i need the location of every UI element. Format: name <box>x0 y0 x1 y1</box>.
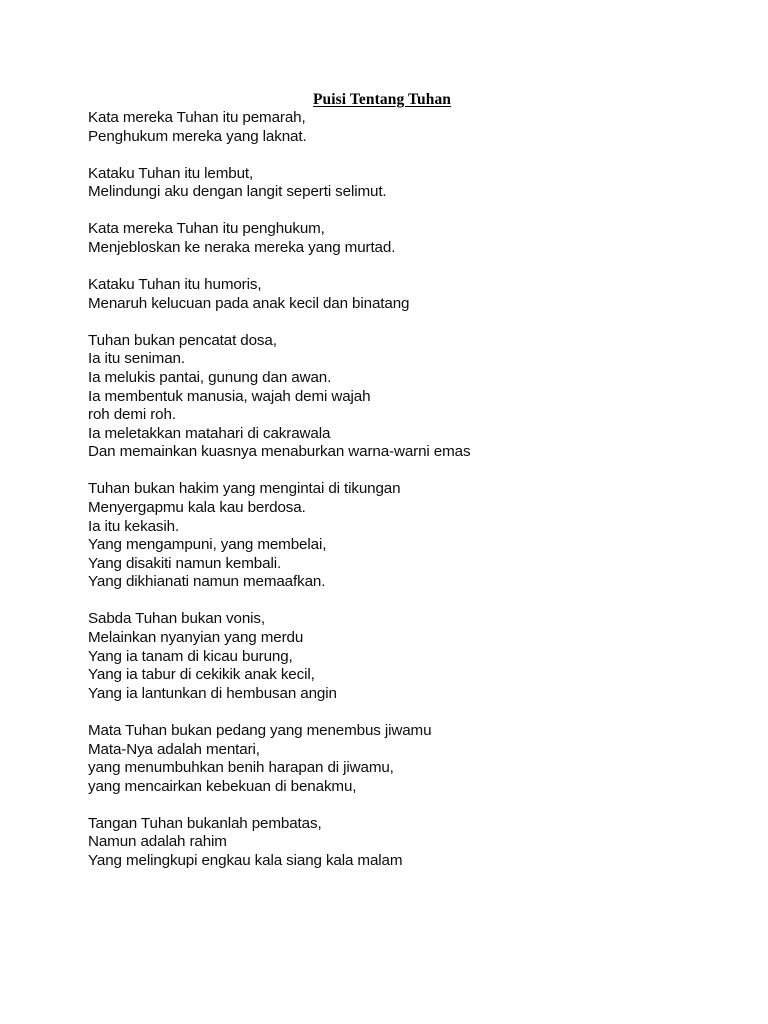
poem-line: Mata Tuhan bukan pedang yang menembus jiwamu <box>88 721 432 739</box>
poem-line: Tuhan bukan hakim yang mengintai di tikungan <box>88 480 401 498</box>
poem-line: Ia itu kekasih. <box>88 517 180 535</box>
poem-line: Yang mengampuni, yang membelai, <box>88 536 327 554</box>
poem-line: Tangan Tuhan bukanlah pembatas, <box>88 814 322 832</box>
poem-line: Yang ia lantunkan di hembusan angin <box>88 684 337 702</box>
poem-line: Kataku Tuhan itu lembut, <box>88 164 254 182</box>
poem-line: Mata-Nya adalah mentari, <box>88 740 260 758</box>
poem-line: Yang disakiti namun kembali. <box>88 554 282 572</box>
poem-line: Yang melingkupi engkau kala siang kala malam <box>88 852 403 869</box>
poem-line: Yang ia tabur di cekikik anak kecil, <box>88 666 315 684</box>
poem-line: Kata mereka Tuhan itu pemarah, <box>88 109 306 126</box>
poem-stanza <box>88 109 688 146</box>
poem-line: Kataku Tuhan itu humoris, <box>88 276 262 294</box>
poem-line: yang menumbuhkan benih harapan di jiwamu, <box>88 759 394 777</box>
poem-line: Ia meletakkan matahari di cakrawala <box>88 424 331 442</box>
poem-line: Ia membentuk manusia, wajah demi wajah <box>88 387 371 405</box>
poem-line: Yang ia tanam di kicau burung, <box>88 647 293 665</box>
poem-line: Menaruh kelucuan pada anak kecil dan binatang <box>88 294 410 312</box>
poem-line: Melainkan nyanyian yang merdu <box>88 629 304 647</box>
page-title: Puisi Tentang Tuhan <box>312 91 452 108</box>
stanza-container <box>88 109 688 871</box>
poem-stanza <box>88 276 688 313</box>
poem-line: yang mencairkan kebekuan di benakmu, <box>88 777 357 795</box>
poem-line: Penghukum mereka yang laknat. <box>88 127 307 145</box>
poem-stanza <box>88 722 688 796</box>
poem-stanza <box>88 610 688 703</box>
poem-line: Menjebloskan ke neraka mereka yang murtad. <box>88 238 396 256</box>
poem-line: roh demi roh. <box>88 406 176 424</box>
poem-line: Melindungi aku dengan langit seperti selimut. <box>88 183 387 201</box>
poem-line: Menyergapmu kala kau berdosa. <box>88 499 306 516</box>
poem-line: Sabda Tuhan bukan vonis, <box>88 610 265 628</box>
poem-line: Kata mereka Tuhan itu penghukum, <box>88 220 325 238</box>
poem-line: Ia melukis pantai, gunung dan awan. <box>88 368 332 386</box>
poem-line: Yang dikhianati namun memaafkan. <box>88 573 326 591</box>
poem-stanza <box>88 332 688 462</box>
poem-stanza <box>88 815 688 871</box>
poem-line: Dan memainkan kuasnya menaburkan warna-warni emas <box>88 443 471 461</box>
poem-line: Namun adalah rahim <box>88 833 227 851</box>
poem-line: Tuhan bukan pencatat dosa, <box>88 331 277 349</box>
poem-stanza <box>88 165 688 202</box>
poem-stanza <box>88 480 688 592</box>
poem-body <box>88 90 688 871</box>
poem-line: Ia itu seniman. <box>88 350 185 368</box>
poem-stanza <box>88 220 688 257</box>
